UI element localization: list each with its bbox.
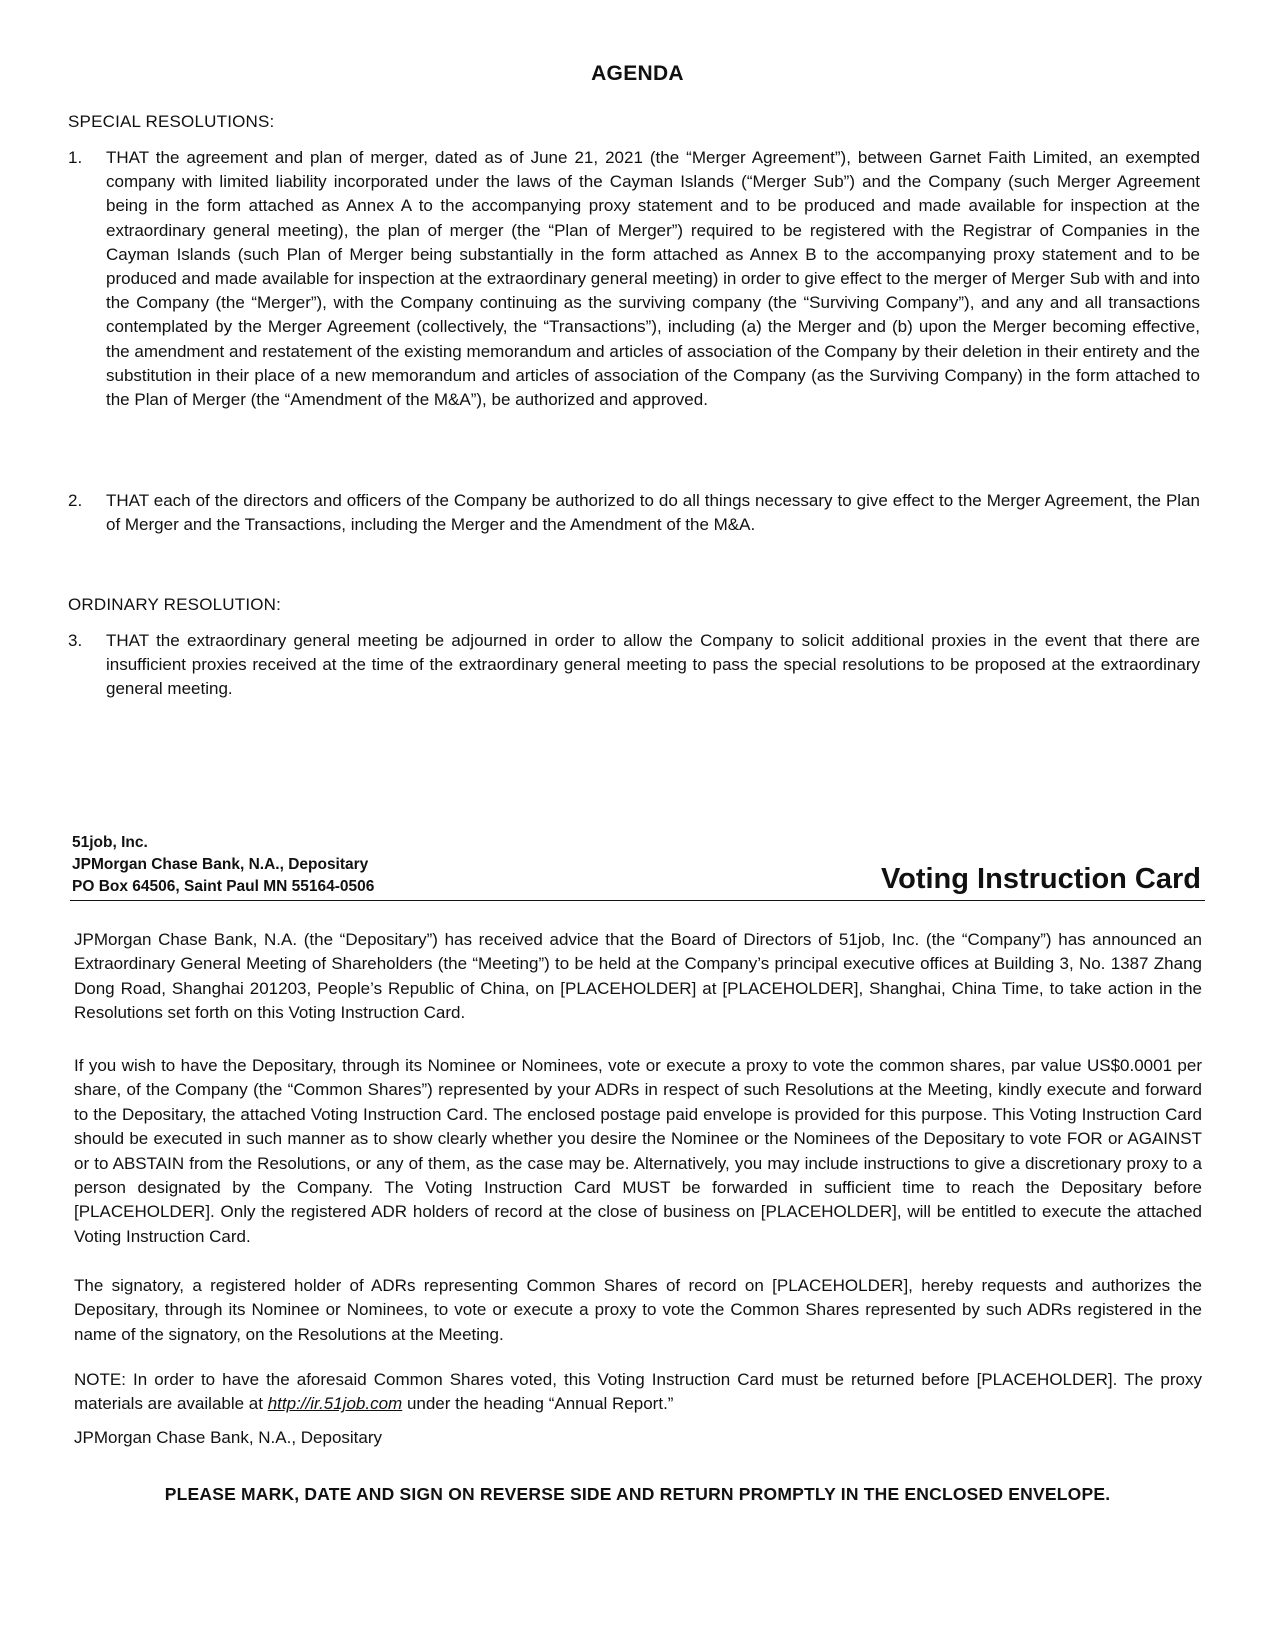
depositary-name: JPMorgan Chase Bank, N.A., Depositary: [72, 856, 369, 873]
voting-card-header: [70, 830, 1205, 901]
ir-website-link[interactable]: http://ir.51job.com: [267, 1394, 403, 1414]
note-paragraph: [74, 1368, 1202, 1417]
po-box: PO Box 64506, Saint Paul MN 55164-0506: [72, 878, 375, 895]
resolution-number: 2.: [68, 491, 83, 510]
special-resolutions-heading: SPECIAL RESOLUTIONS:: [68, 112, 275, 131]
resolution-text: THAT the agreement and plan of merger, dated as of June 21, 2021 (the “Merger Agreement”), between Garnet Faith Limited, an exempted company with limited liability incorporated under the laws of the Cayman Islands (“Merger Sub”) and the Company (such Merger Agreement being in the form attached as Annex A to the accompanying proxy statement and to be produced and made available for inspection at the extraordinary general meeting), the plan of merger (the “Plan of Merger”) required to be registered with the Registrar of Companies in the Cayman Islands (such Plan of Merger being substantially in the form attached as Annex B to the accompanying proxy statement and to be produced and made available for inspection at the extraordinary general meeting) in order to give effect to the merger of Merger Sub with and into the Company (the “Merger”), with the Company continuing as the surviving company (the “Surviving Company”), and any and all transactions contemplated by the Merger Agreement (collectively, the “Transactions”), including (a) the Merger and (b) upon the Merger becoming effective, the amendment and restatement of the existing memorandum and articles of association of the Company by their deletion in their entirety and the substitution in their place of a new memorandum and articles of association of the Company (as the Surviving Company) in the form attached to the Plan of Merger (the “Amendment of the M&A”), be authorized and approved.: [106, 148, 1200, 410]
resolution-number: 3.: [68, 631, 83, 650]
resolution-text: THAT the extraordinary general meeting be adjourned in order to allow the Company to solicit additional proxies in the event that there are insufficient proxies received at the time of the extraordinary general meeting to pass the special resolutions to be proposed at the extraordinary general meeting.: [106, 631, 1200, 699]
resolution-text: THAT each of the directors and officers of the Company be authorized to do all things necessary to give effect to the Merger Agreement, the Plan of Merger and the Transactions, including the Merger and the Amendment of the M&A.: [106, 491, 1200, 535]
resolution-1: [68, 146, 1200, 412]
instructions-paragraph: If you wish to have the Depositary, through its Nominee or Nominees, vote or execute a proxy to vote the common shares, par value US$0.0001 per share, of the Company (the “Common Shares”) represented by your ADRs in respect of such Resolutions at the Meeting, kindly execute and forward to the Depositary, the attached Voting Instruction Card. The enclosed postage paid envelope is provided for this purpose. This Voting Instruction Card should be executed in such manner as to show clearly whether you desire the Nominee or the Nominees of the Depositary to vote FOR or AGAINST or to ABSTAIN from the Resolutions, or any of them, as the case may be. Alternatively, you may include instructions to give a discretionary proxy to a person designated by the Company. The Voting Instruction Card MUST be forwarded in sufficient time to reach the Depositary before [PLACEHOLDER]. Only the registered ADR holders of record at the close of business on [PLACEHOLDER], will be entitled to execute the attached Voting Instruction Card.: [74, 1056, 1202, 1246]
agenda-title: AGENDA: [591, 62, 684, 85]
note-text: NOTE: In order to have the aforesaid Common Shares voted, this Voting Instruction Card must be returned before [PLACEHOLDER]. The proxy materials are available at: [74, 1370, 1202, 1414]
note-text-end: under the heading “Annual Report.”: [402, 1394, 674, 1414]
depositary-address: [72, 832, 374, 898]
resolution-3: [68, 629, 1200, 702]
resolution-number: 1.: [68, 148, 83, 167]
resolution-2: [68, 489, 1200, 537]
company-name: 51job, Inc.: [72, 834, 148, 851]
intro-paragraph: JPMorgan Chase Bank, N.A. (the “Depositary”) has received advice that the Board of Directors of 51job, Inc. (the “Company”) has announced an Extraordinary General Meeting of Shareholders (the “Meeting”) to be held at the Company’s principal executive offices at Building 3, No. 1387 Zhang Dong Road, Shanghai 201203, People’s Republic of China, on [PLACEHOLDER] at [PLACEHOLDER], Shanghai, China Time, to take action in the Resolutions set forth on this Voting Instruction Card.: [74, 930, 1202, 1023]
ordinary-resolution-heading: ORDINARY RESOLUTION:: [68, 595, 282, 614]
voting-card-title: Voting Instruction Card: [880, 863, 1201, 895]
signatory-paragraph: The signatory, a registered holder of ADRs representing Common Shares of record on [PLACEHOLDER], hereby requests and authorizes the Depositary, through its Nominee or Nominees, to vote or execute a proxy to vote the Common Shares represented by such ADRs registered in the name of the signatory, on the Resolutions at the Meeting.: [74, 1276, 1202, 1344]
signoff: JPMorgan Chase Bank, N.A., Depositary: [74, 1428, 383, 1447]
return-instructions: PLEASE MARK, DATE AND SIGN ON REVERSE SIDE AND RETURN PROMPTLY IN THE ENCLOSED ENVELOPE.: [164, 1484, 1111, 1504]
